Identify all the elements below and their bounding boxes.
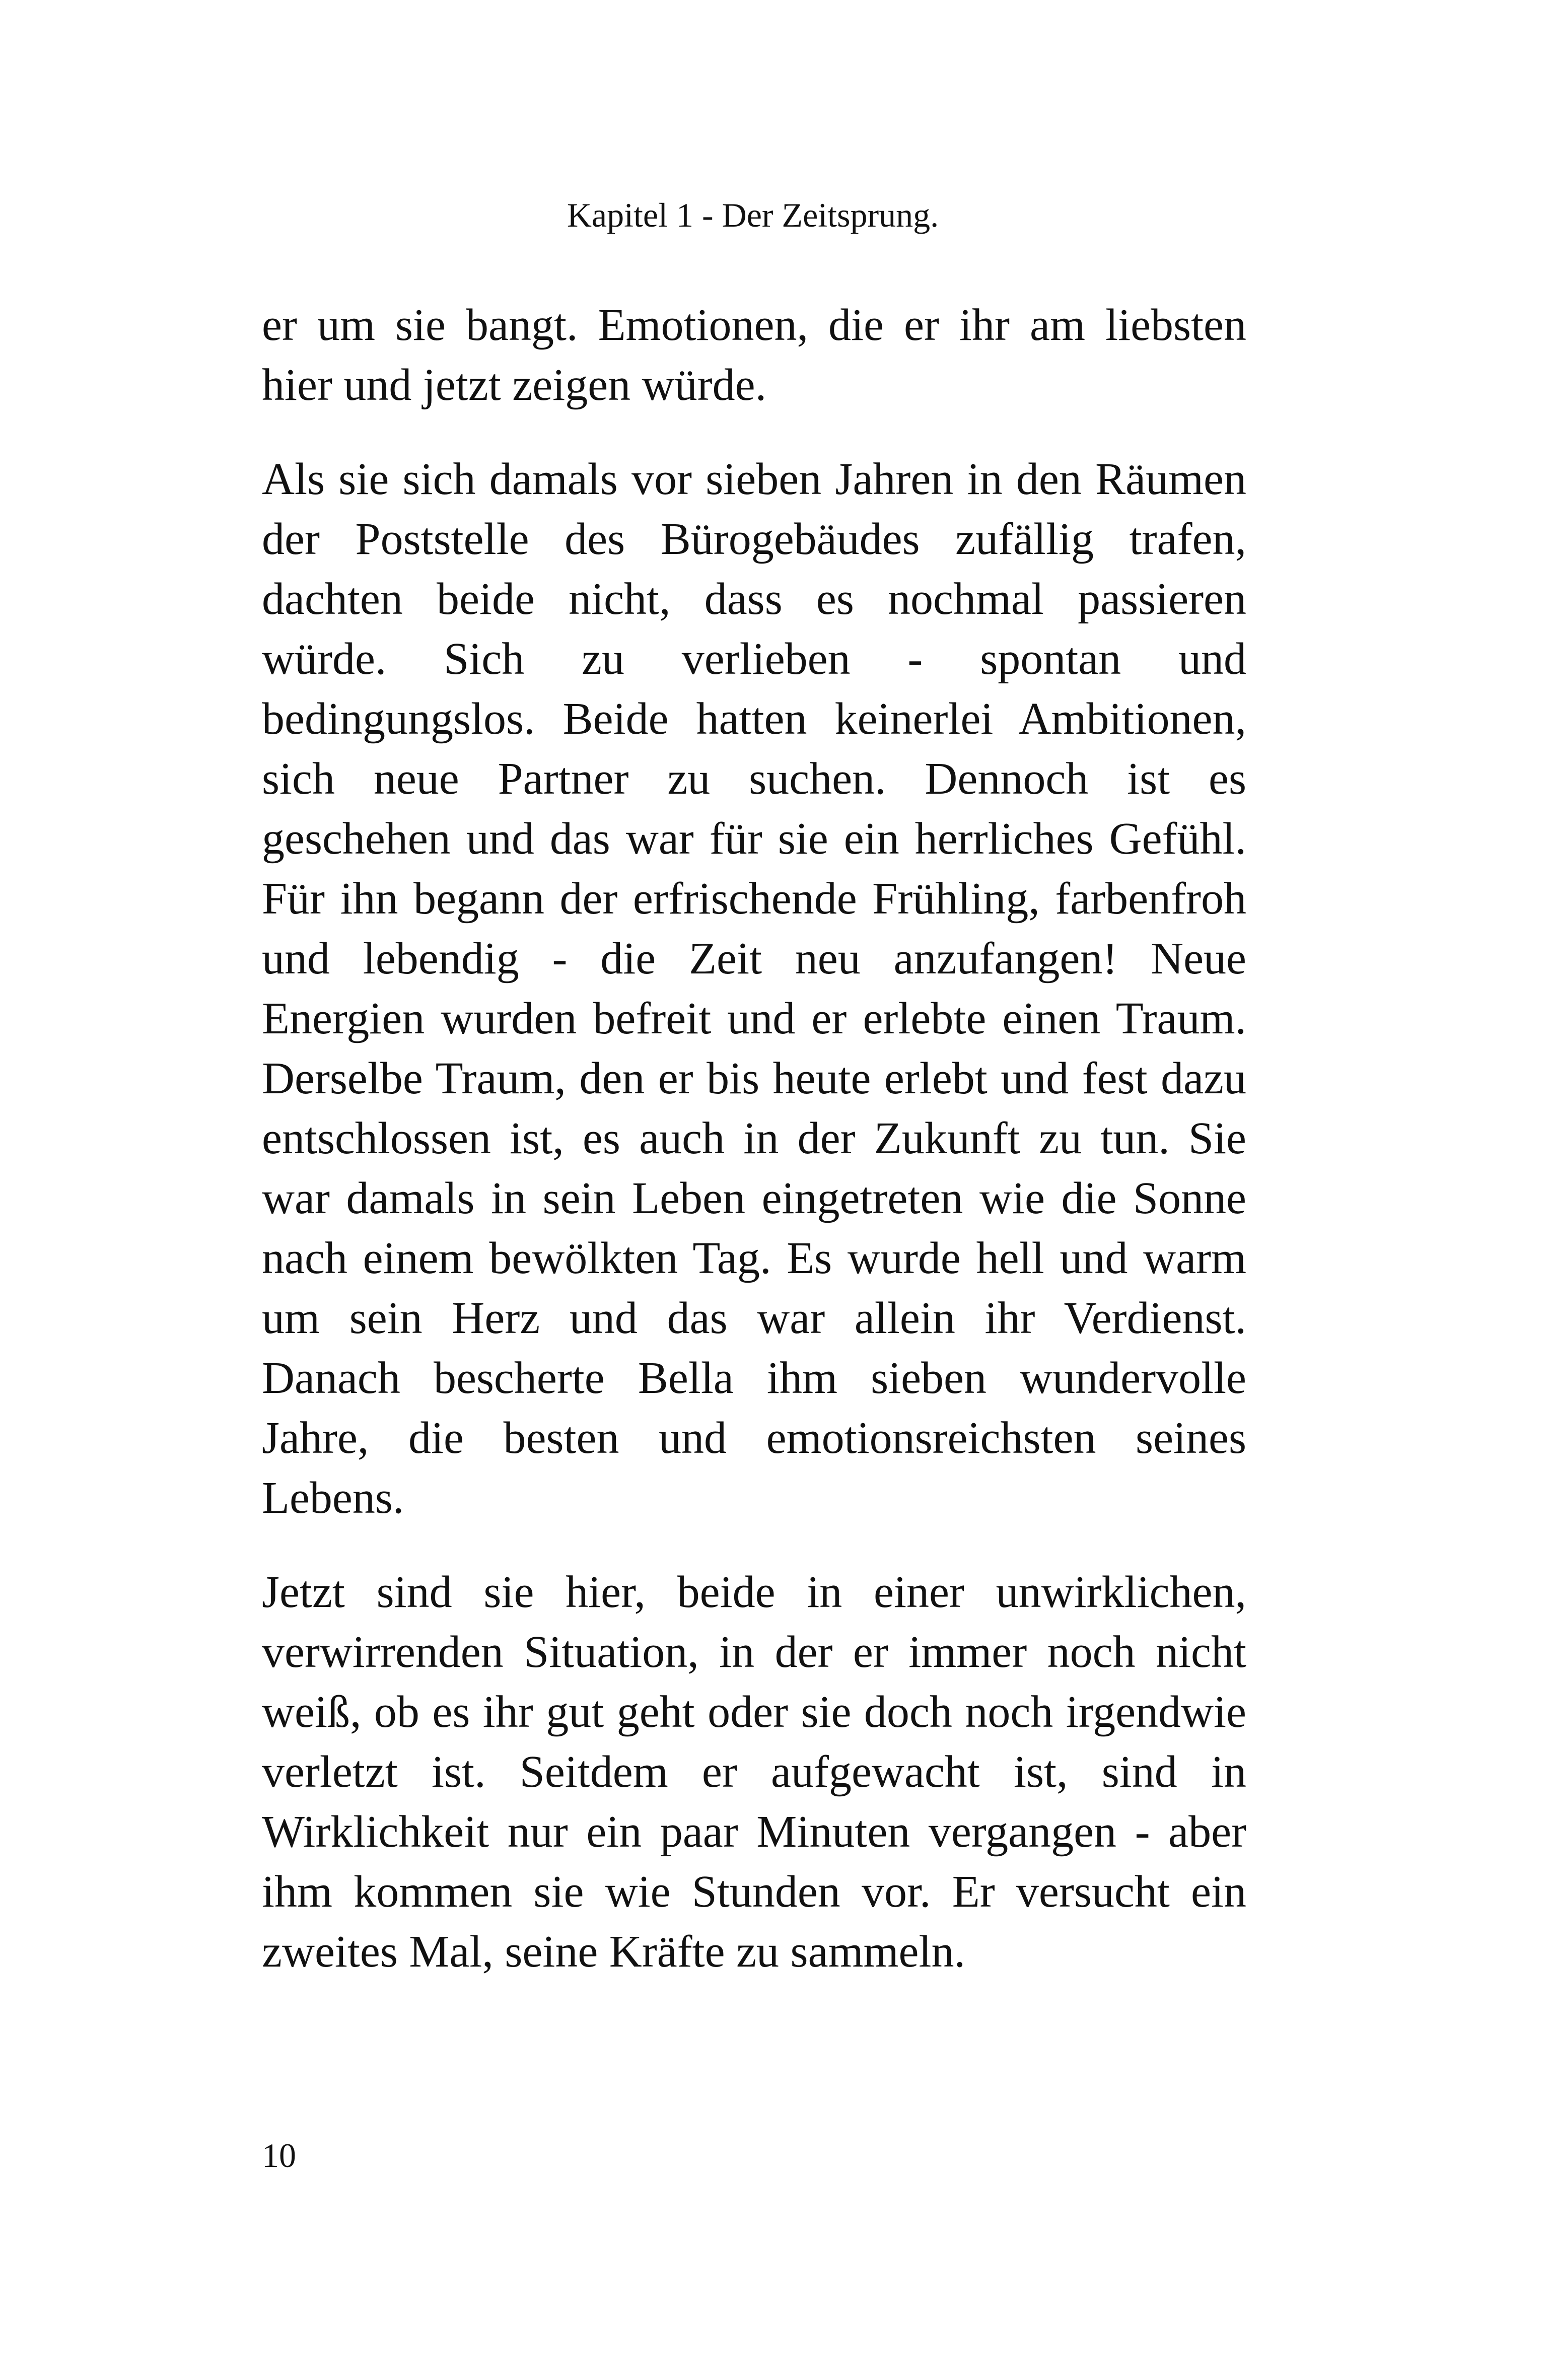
paragraph: Als sie sich damals vor sieben Jahren in den Räumen der Poststelle des Bürogebäudes zufällig trafen, dachten beide nicht, dass es nochmal passieren würde. Sich zu verlieben - spontan und bedingungslos. Beide hatten keinerlei Ambitionen, sich neue Partner zu suchen. Dennoch ist es geschehen und das war für sie ein herrliches Gefühl. Für ihn begann der erfrischende Frühling, farbenfroh und lebendig - die Zeit neu anzufangen! Neue Energien wurden befreit und er erlebte einen Traum. Derselbe Traum, den er bis heute erlebt und fest dazu entschlossen ist, es auch in der Zukunft zu tun. Sie war damals in sein Leben eingetreten wie die Sonne nach einem bewölkten Tag. Es wurde hell und warm um sein Herz und das war allein ihr Verdienst. Danach bescherte Bella ihm sieben wundervolle Jahre, die besten und emotionsreichsten seines Lebens. <box>262 454 1246 1523</box>
page-number: 10 <box>262 2136 296 2175</box>
paragraph: Jetzt sind sie hier, beide in einer unwirklichen, verwirrenden Situation, in der er immer noch nicht weiß, ob es ihr gut geht oder sie doch noch irgendwie verletzt ist. Seitdem er aufgewacht ist, sind in Wirklichkeit nur ein paar Minuten vergangen - aber ihm kommen sie wie Stunden vor. Er versucht ein zweites Mal, seine Kräfte zu sammeln. <box>262 1567 1246 1977</box>
paragraph: er um sie bangt. Emotionen, die er ihr am liebsten hier und jetzt zeigen würde. <box>262 300 1246 410</box>
running-header: Kapitel 1 - Der Zeitsprung. <box>567 196 939 234</box>
body-text <box>262 295 1246 1982</box>
